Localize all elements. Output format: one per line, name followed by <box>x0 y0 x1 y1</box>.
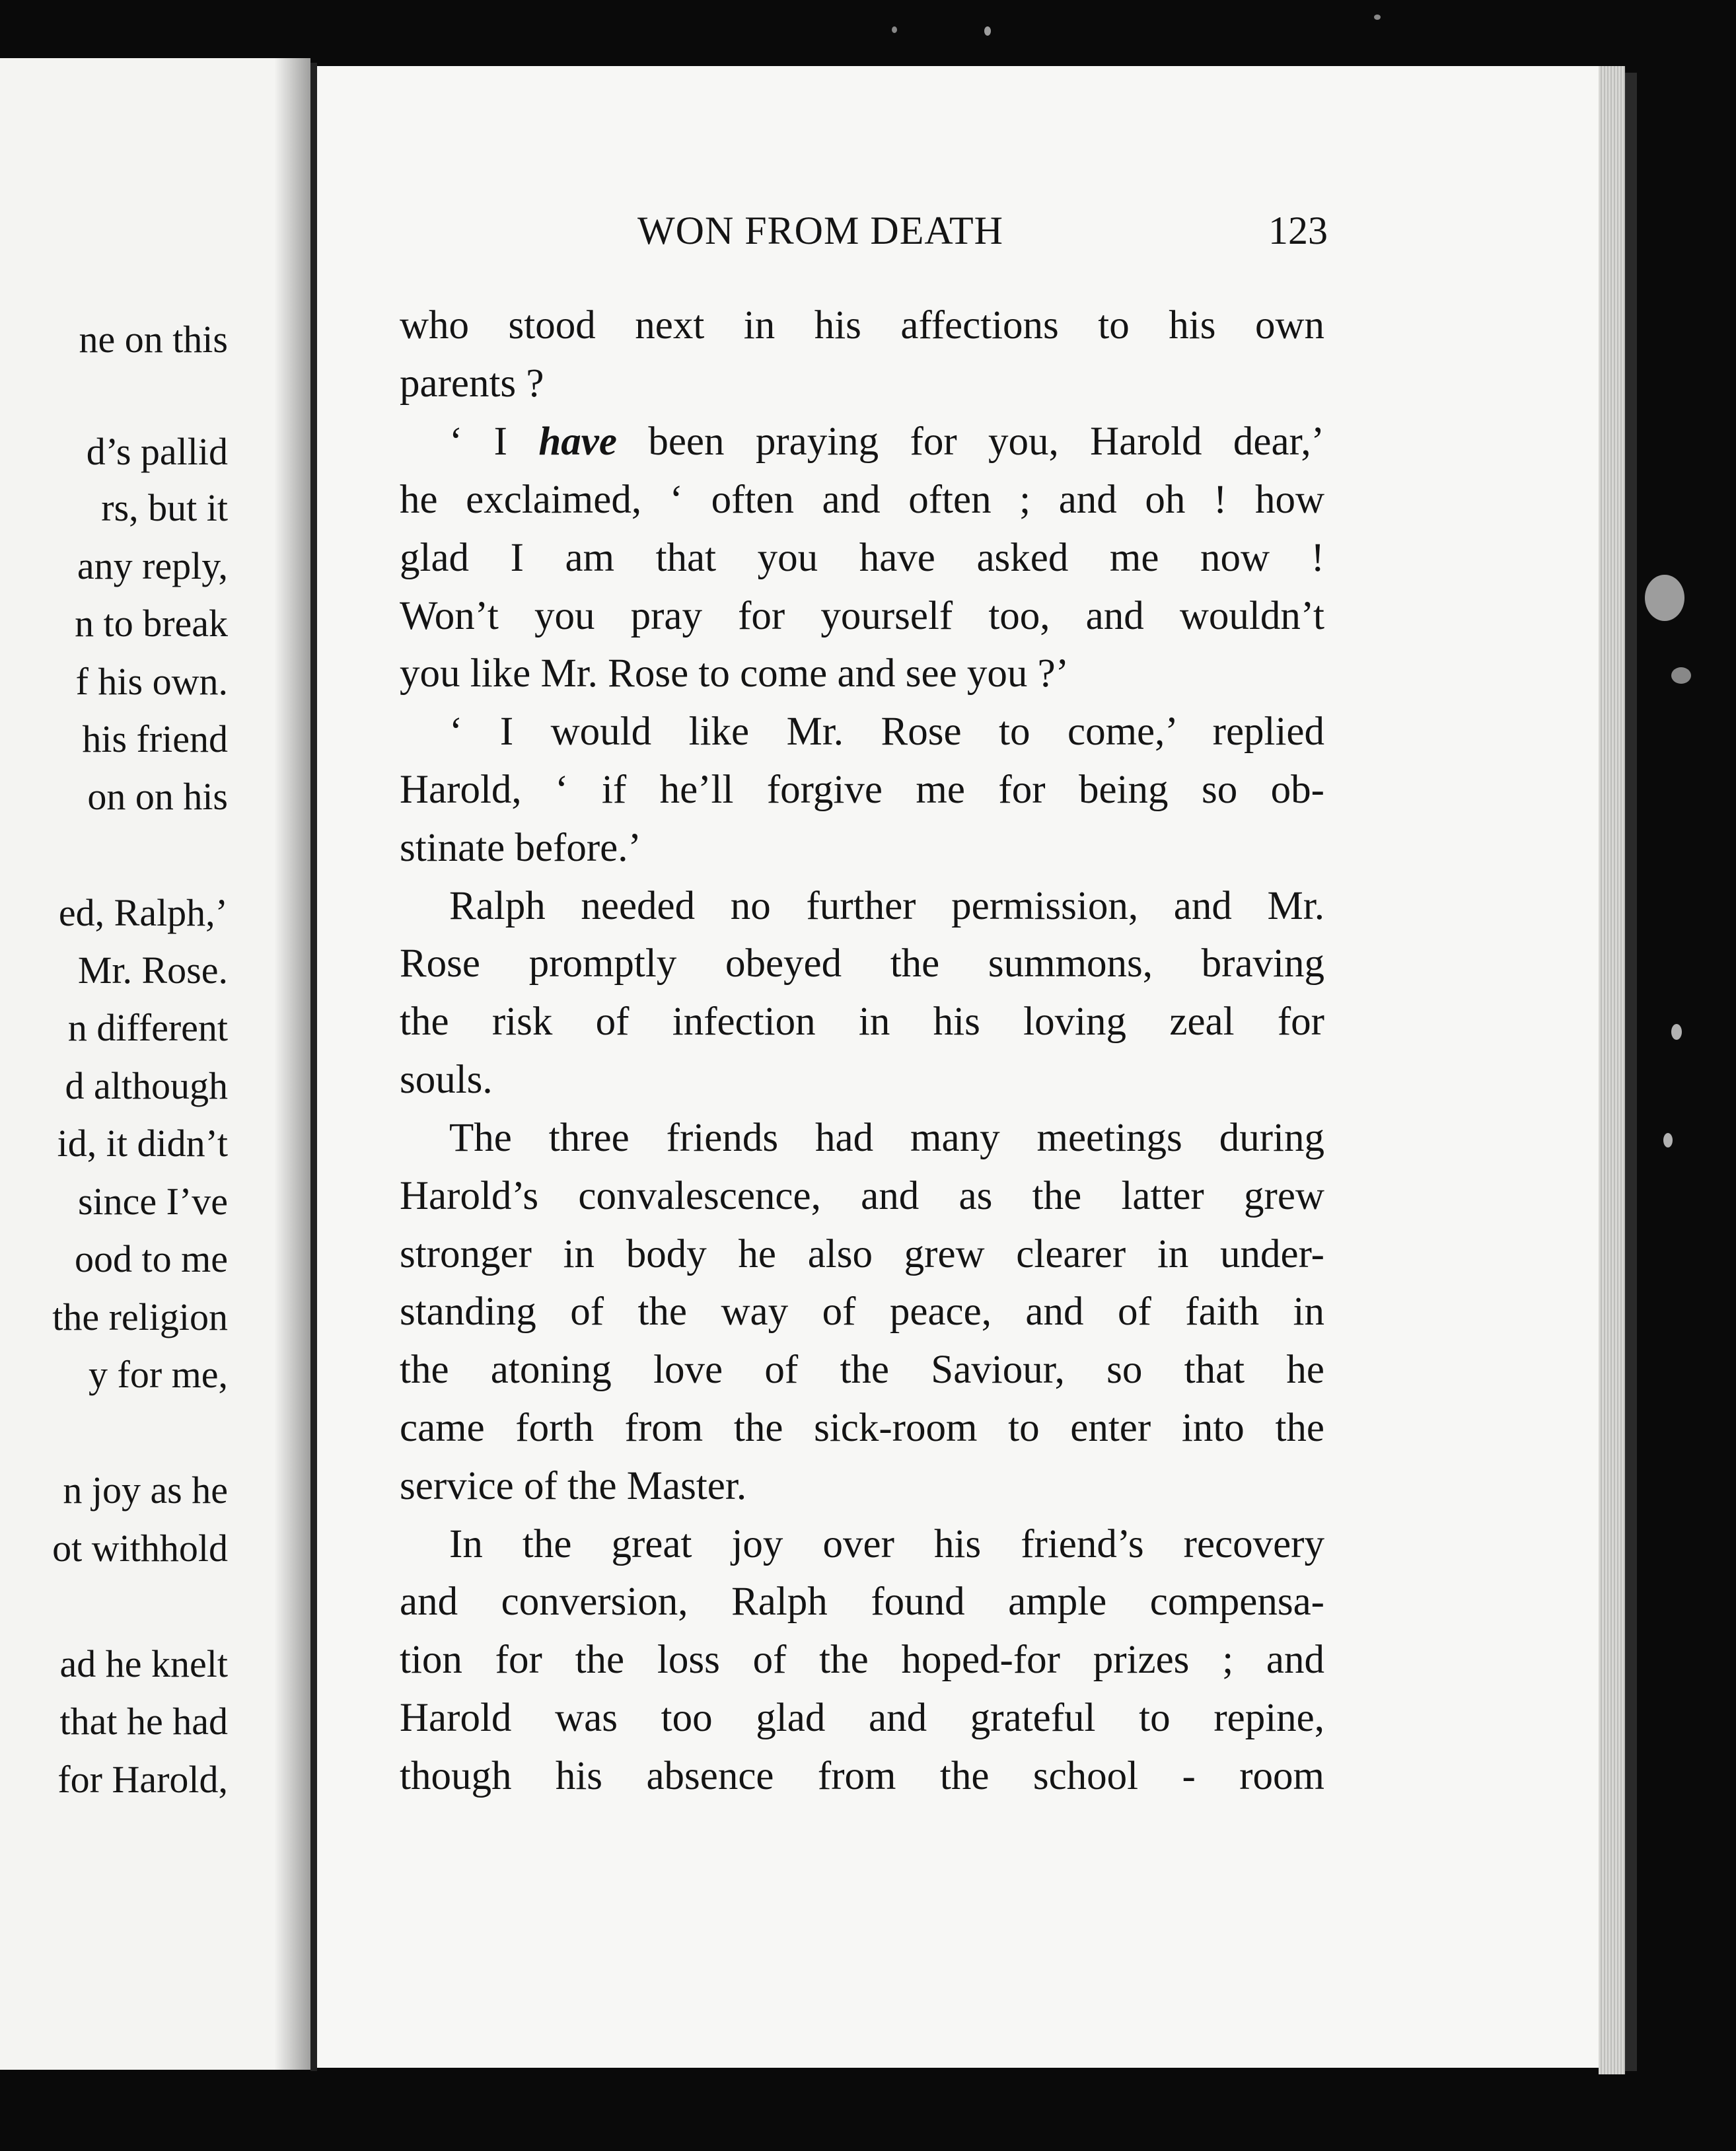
text-line: the risk of infection in his loving zeal for <box>400 1000 1324 1044</box>
left-page-line: f his own. <box>75 660 228 703</box>
right-page <box>317 66 1609 2068</box>
left-page-line: any reply, <box>77 544 228 587</box>
text-line: stronger in body he also grew clearer in under- <box>400 1232 1324 1276</box>
left-page-line: n different <box>67 1006 228 1049</box>
italic-word: have <box>538 419 617 464</box>
text-line: who stood next in his affections to his own <box>400 303 1324 347</box>
text-line: Harold’s convalescence, and as the latter grew <box>400 1174 1324 1218</box>
scan-speck <box>1663 1133 1673 1148</box>
left-page-line: his friend <box>82 717 228 760</box>
text-line: the atoning love of the Saviour, so that he <box>400 1348 1324 1392</box>
text-line: stinate before.’ <box>400 826 641 870</box>
left-page-line: since I’ve <box>77 1180 228 1223</box>
left-page-line: Mr. Rose. <box>77 949 228 992</box>
left-page-line: for Harold, <box>57 1758 228 1801</box>
text-line <box>449 421 1324 462</box>
text-line: glad I am that you have asked me now ! <box>400 536 1324 580</box>
text-line: he exclaimed, ‘ often and often ; and oh ! how <box>400 478 1324 522</box>
left-page <box>0 58 310 2070</box>
left-page-line: rs, but it <box>101 486 228 529</box>
scan-speck <box>1671 1024 1682 1040</box>
left-page-line: ad he knelt <box>59 1642 228 1685</box>
left-page-line: ne on this <box>79 318 228 361</box>
left-page-line: that he had <box>59 1700 228 1743</box>
left-page-line: n joy as he <box>63 1469 228 1512</box>
text-line: parents ? <box>400 361 544 406</box>
text-run: been praying for you, Harold dear,’ <box>616 419 1324 464</box>
left-page-line: ood to me <box>75 1237 228 1280</box>
left-page-line: the religion <box>52 1295 228 1338</box>
text-line: you like Mr. Rose to come and see you ?’ <box>400 651 1069 696</box>
left-page-line: id, it didn’t <box>57 1122 228 1165</box>
text-line: and conversion, Ralph found ample compensa- <box>400 1580 1324 1624</box>
left-page-line: n to break <box>75 602 228 645</box>
text-line: Harold, ‘ if he’ll forgive me for being so ob- <box>400 768 1324 812</box>
page-number: 123 <box>1268 209 1328 252</box>
text-line: The three friends had many meetings during <box>449 1116 1324 1160</box>
text-line: Rose promptly obeyed the summons, braving <box>400 941 1324 986</box>
left-page-line: ot withhold <box>52 1527 228 1570</box>
text-line: ‘ I would like Mr. Rose to come,’ replied <box>449 710 1324 754</box>
text-line: service of the Master. <box>400 1464 747 1508</box>
page-shadow <box>274 58 310 2070</box>
scan-speck <box>984 26 991 36</box>
text-line: standing of the way of peace, and of faith in <box>400 1290 1324 1334</box>
text-line: came forth from the sick-room to enter into the <box>400 1406 1324 1450</box>
text-line: tion for the loss of the hoped-for prizes ; and <box>400 1638 1324 1682</box>
text-line: souls. <box>400 1058 493 1102</box>
scan-speck <box>1645 575 1684 621</box>
book-gutter <box>310 63 317 2071</box>
text-line: though his absence from the school - room <box>400 1754 1324 1798</box>
cover-edge <box>1625 73 1637 2071</box>
text-line: Ralph needed no further permission, and Mr. <box>449 884 1324 928</box>
text-run: ‘ I <box>449 419 539 464</box>
text-line: Harold was too glad and grateful to repine, <box>400 1696 1324 1740</box>
scan-speck <box>892 26 897 33</box>
text-line: Won’t you pray for yourself too, and wouldn’t <box>400 594 1324 638</box>
left-page-line: ed, Ralph,’ <box>58 891 228 934</box>
text-line: In the great joy over his friend’s recovery <box>449 1522 1324 1566</box>
page-edge <box>1599 66 1625 2074</box>
left-page-line: on on his <box>87 775 228 818</box>
scan-speck <box>1374 15 1381 20</box>
scan-speck <box>1671 667 1691 684</box>
running-head: WON FROM DEATH <box>637 209 1003 252</box>
left-page-line: y for me, <box>89 1353 228 1396</box>
left-page-line: d although <box>65 1064 228 1107</box>
left-page-line: d’s pallid <box>86 430 228 473</box>
